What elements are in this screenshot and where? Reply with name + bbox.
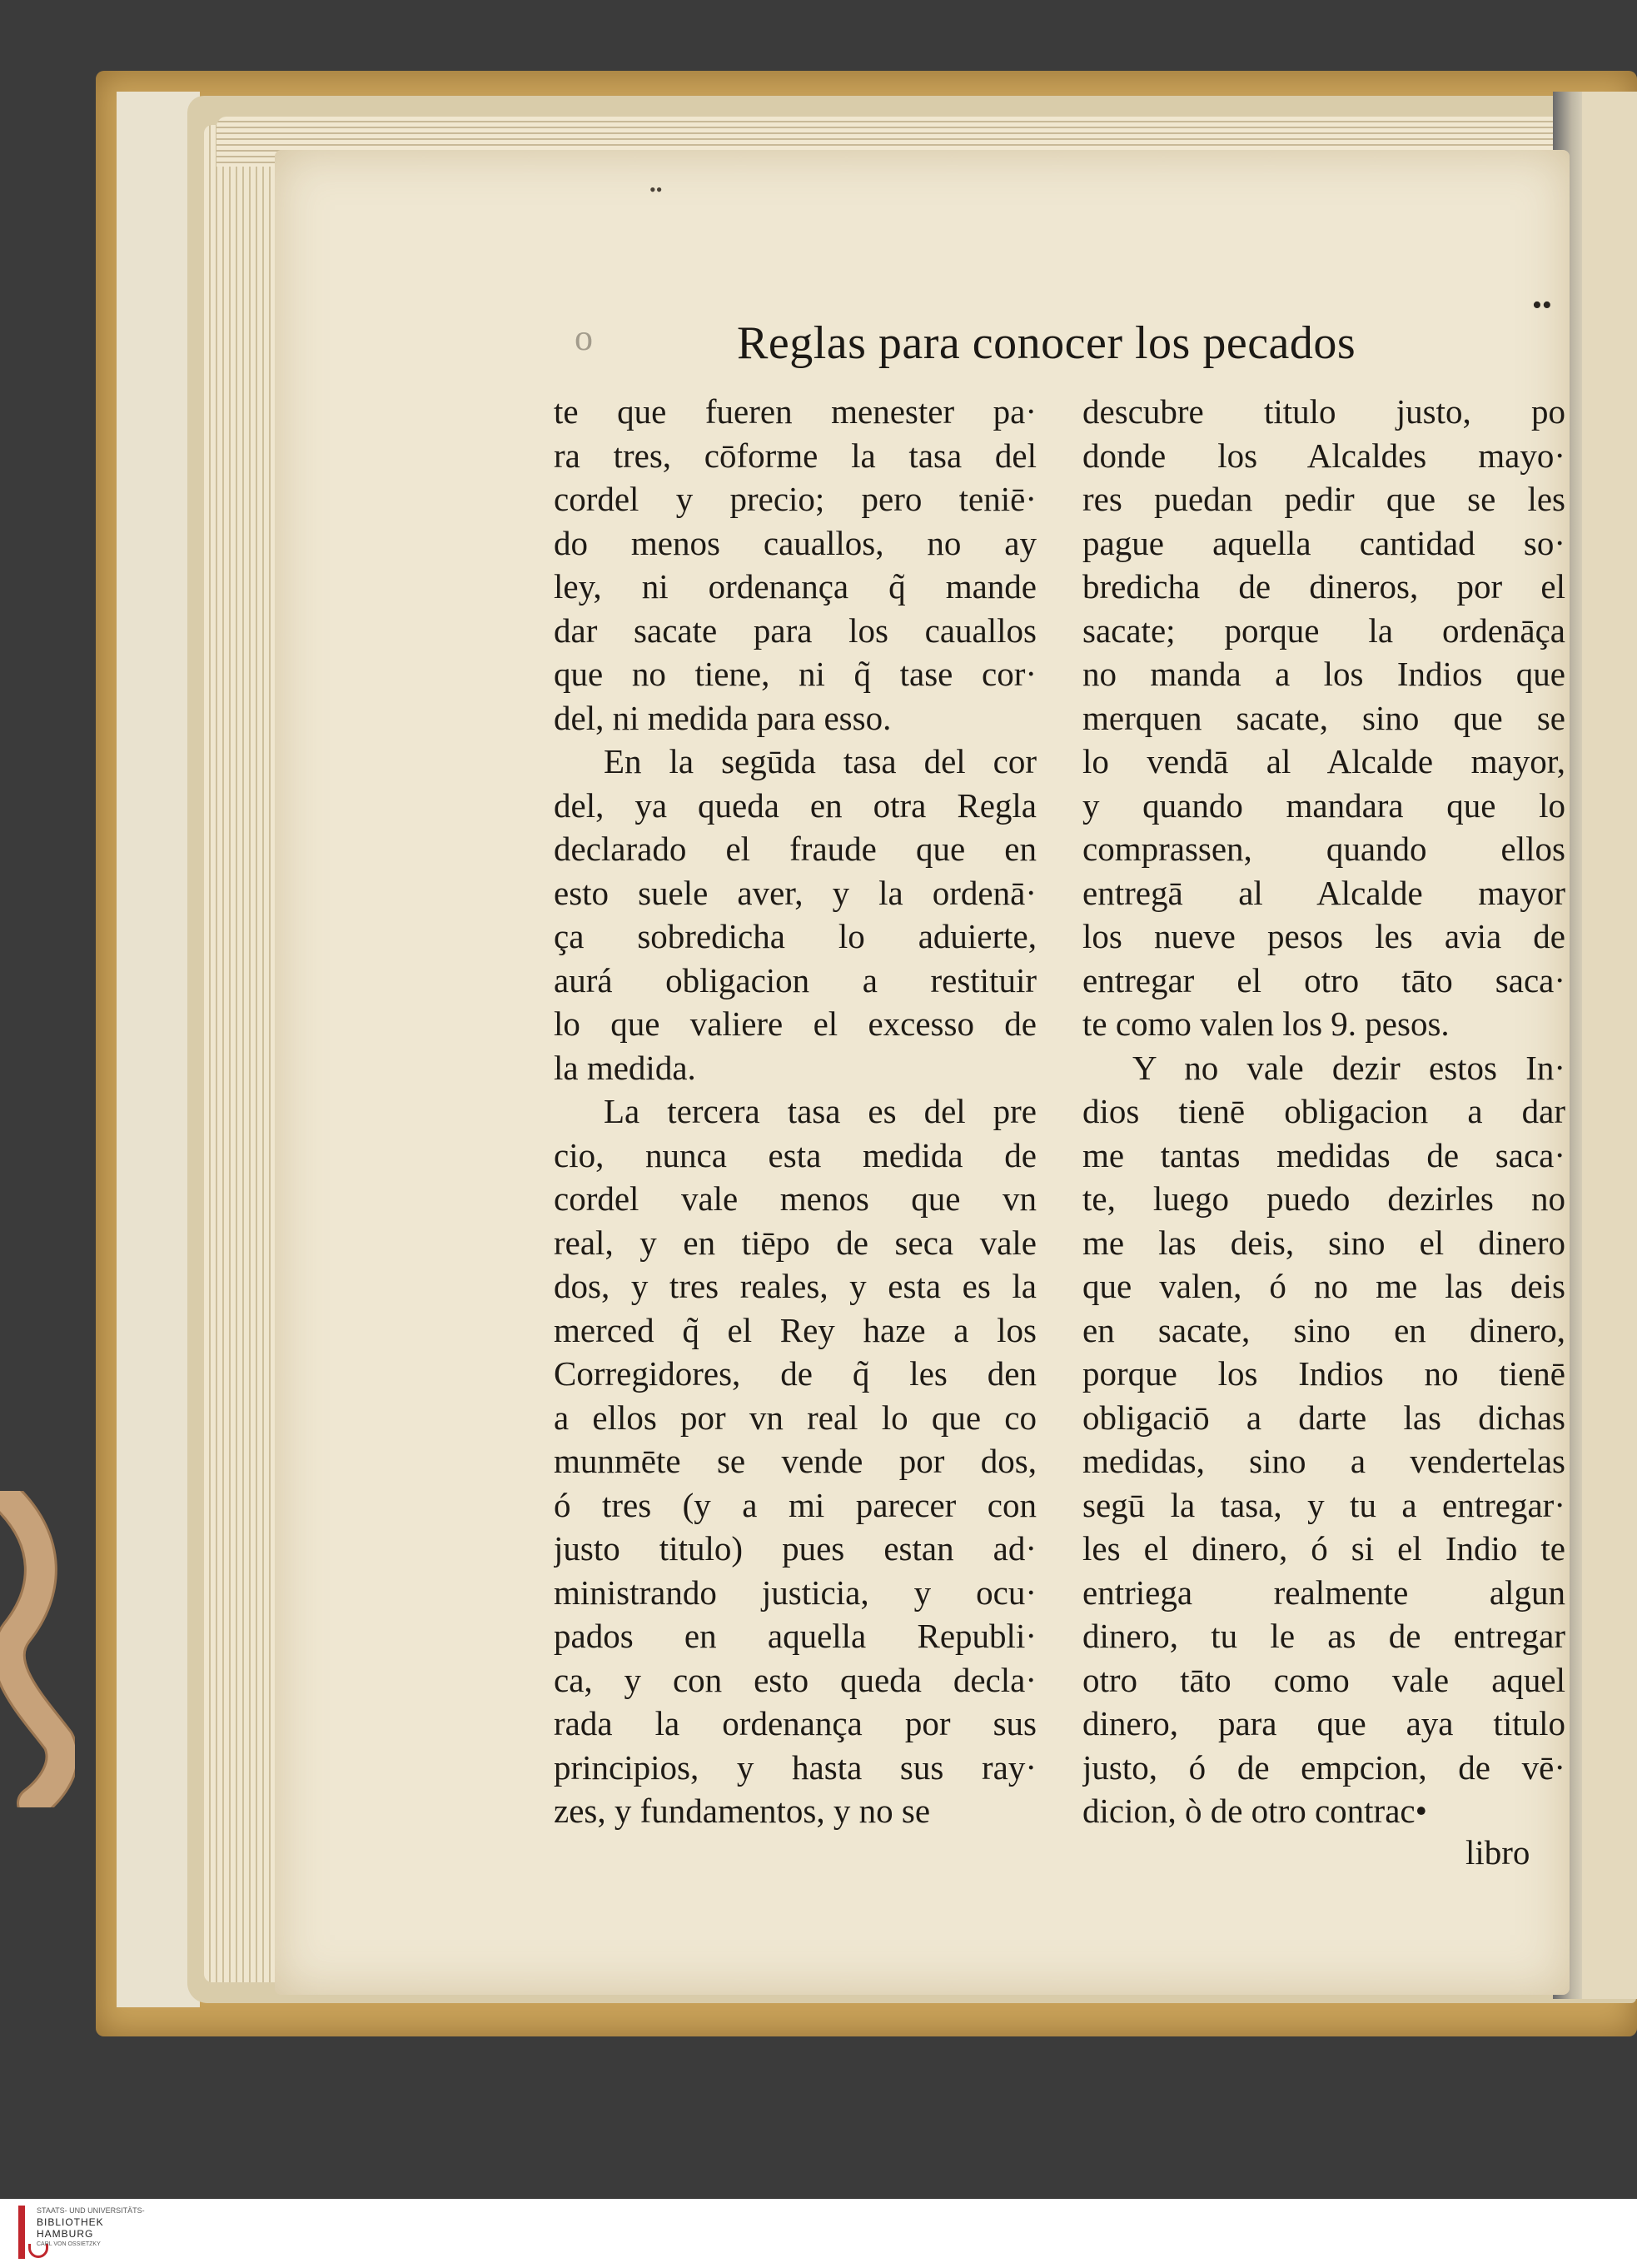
ribbon-bookmark (0, 1491, 75, 1807)
catchword: libro (1465, 1833, 1530, 1872)
text-line: entregā al Alcalde mayor (1082, 873, 1565, 912)
text-line: rada la ordenança por sus (554, 1704, 1037, 1742)
text-line: cordel y precio; pero teniē· (554, 480, 1037, 518)
library-footer (0, 2199, 1637, 2268)
text-line: te que fueren menester pa· (554, 392, 1037, 431)
text-line: sacate; porque la ordenāça (1082, 611, 1565, 650)
text-line: munmēte se vende por dos, (554, 1442, 1037, 1480)
text-line: esto suele aver, y la ordenā· (554, 873, 1037, 912)
text-line: cio, nunca esta medida de (554, 1135, 1037, 1174)
text-line: ministrando justicia, y ocu· (554, 1573, 1037, 1612)
text-line: La tercera tasa es del pre (604, 1092, 1037, 1130)
text-line: dos, y tres reales, y esta es la (554, 1267, 1037, 1305)
text-line: que no tiene, ni q̃ tase cor· (554, 655, 1037, 693)
text-line: zes, y fundamentos, y no se (554, 1792, 931, 1830)
header-left-mark: o (575, 317, 593, 358)
text-line: justo, ó de empcion, de vē· (1082, 1747, 1565, 1787)
text-line: dinero, para que aya titulo (1082, 1704, 1565, 1742)
text-line: pague aquella cantidad so· (1082, 523, 1565, 562)
text-line: medidas, sino a vendertelas (1082, 1442, 1565, 1480)
text-line: lo que valiere el excesso de (554, 1004, 1037, 1043)
text-line: del, ni medida para esso. (554, 698, 892, 737)
text-line: del, ya queda en otra Regla (554, 785, 1037, 825)
text-line: do menos cauallos, no ay (554, 523, 1037, 562)
text-line: te como valen los 9. pesos. (1082, 1004, 1450, 1043)
text-line: donde los Alcaldes mayo· (1082, 436, 1565, 475)
text-line: te, luego puedo dezirles no (1082, 1179, 1565, 1218)
text-line: justo titulo) pues estan ad· (554, 1529, 1037, 1568)
ink-smudge: •• (649, 179, 663, 200)
text-line: cordel vale menos que vn (554, 1179, 1037, 1218)
text-line: me tantas medidas de saca· (1082, 1135, 1565, 1174)
text-line: dar sacate para los cauallos (554, 611, 1037, 650)
text-line: otro tāto como vale aquel (1082, 1660, 1565, 1699)
text-line: aurá obligacion a restituir (554, 960, 1037, 999)
text-line: descubre titulo justo, po (1082, 392, 1565, 431)
text-line: ley, ni ordenança q̃ mande (554, 567, 1037, 606)
text-line: dios tienē obligacion a dar (1082, 1092, 1565, 1130)
text-line: la medida. (554, 1048, 696, 1087)
text-line: lo vendā al Alcalde mayor, (1082, 742, 1565, 780)
text-line: declarado el fraude que en (554, 830, 1037, 868)
logo-line-2: BIBLIOTHEK (37, 2216, 104, 2228)
text-line: en sacate, sino en dinero, (1082, 1310, 1565, 1349)
text-line: los nueve pesos les avia de (1082, 917, 1565, 955)
text-line: porque los Indios no tienē (1082, 1354, 1565, 1393)
logo-line-4: CARL VON OSSIETZKY (37, 2241, 101, 2247)
text-line: que valen, ó no me las deis (1082, 1267, 1565, 1305)
running-header: Reglas para conocer los pecados (737, 317, 1356, 369)
text-line: ça sobredicha lo aduierte, (554, 917, 1037, 955)
text-line: bredicha de dineros, por el (1082, 567, 1565, 606)
text-line: Y no vale dezir estos In· (1132, 1048, 1565, 1087)
text-line: ó tres (y a mi parecer con (554, 1485, 1037, 1524)
text-line: dinero, tu le as de entregar (1082, 1617, 1565, 1655)
logo-line-1: STAATS- UND UNIVERSITÄTS- (37, 2206, 145, 2215)
text-line: comprassen, quando ellos (1082, 830, 1565, 868)
text-line: principios, y hasta sus ray· (554, 1747, 1037, 1787)
text-line: dicion, ò de otro contrac• (1082, 1792, 1427, 1830)
text-line: entregar el otro tāto saca· (1082, 960, 1565, 999)
text-line: res puedan pedir que se les (1082, 480, 1565, 518)
text-line: les el dinero, ó si el Indio te (1082, 1529, 1565, 1568)
text-line: pados en aquella Republi· (554, 1617, 1037, 1655)
left-text-column (554, 390, 1037, 1833)
facing-page-edge (1582, 92, 1637, 1999)
text-line: ra tres, cōforme la tasa del (554, 436, 1037, 475)
library-logo-icon (18, 2206, 25, 2259)
text-line: merced q̃ el Rey haze a los (554, 1310, 1037, 1349)
text-line: segū la tasa, y tu a entregar· (1082, 1485, 1565, 1524)
text-line: entriega realmente algun (1082, 1573, 1565, 1612)
text-line: En la segūda tasa del cor (604, 742, 1037, 780)
library-logo-text (37, 2207, 145, 2247)
logo-line-3: HAMBURG (37, 2228, 94, 2240)
text-line: real, y en tiēpo de seca vale (554, 1223, 1037, 1262)
text-line: a ellos por vn real lo que co (554, 1398, 1037, 1437)
text-line: merquen sacate, sino que se (1082, 698, 1565, 737)
text-line: obligaciō a darte las dichas (1082, 1398, 1565, 1437)
text-line: ca, y con esto queda decla· (554, 1660, 1037, 1699)
header-right-mark: •• (1532, 290, 1552, 321)
text-line: y quando mandara que lo (1082, 785, 1565, 825)
text-line: me las deis, sino el dinero (1082, 1223, 1565, 1262)
text-line: Corregidores, de q̃ les den (554, 1354, 1037, 1393)
text-line: no manda a los Indios que (1082, 655, 1565, 693)
right-text-column (1082, 390, 1565, 1833)
